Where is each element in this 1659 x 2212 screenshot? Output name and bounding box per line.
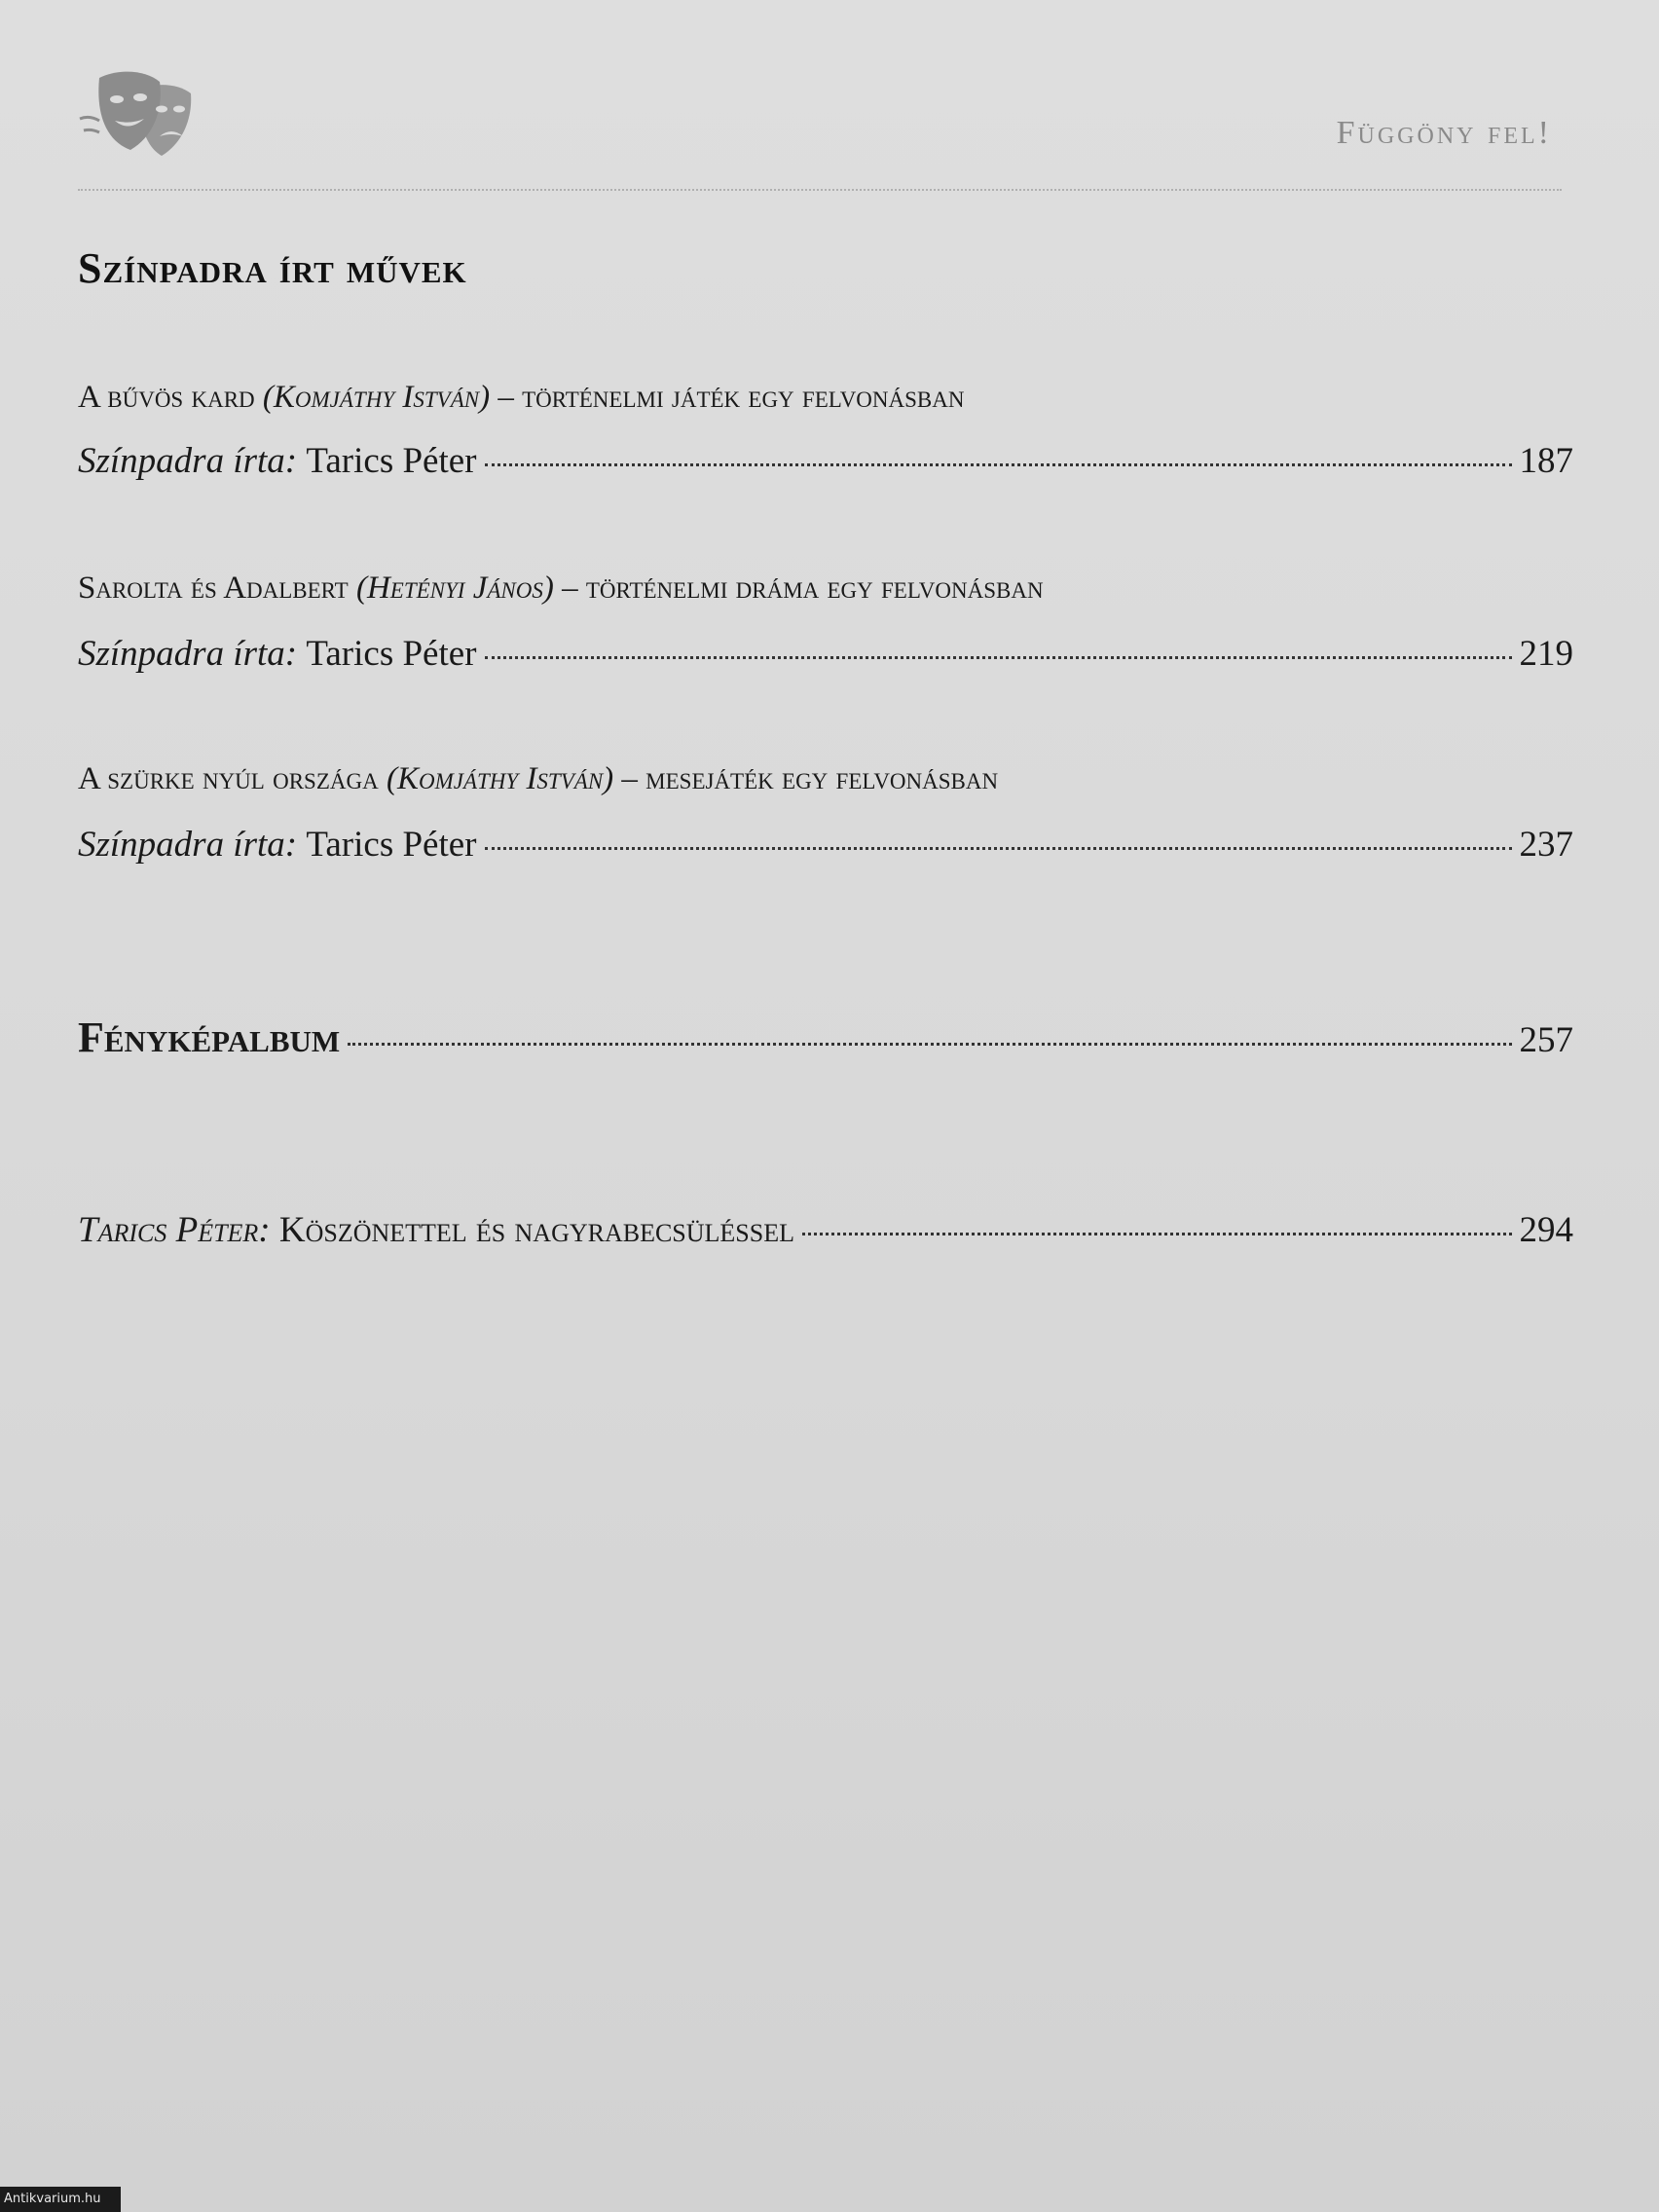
theatre-masks-icon <box>70 60 197 167</box>
toc-entry-title <box>78 761 1562 797</box>
dot-leader <box>485 656 1512 659</box>
play-genre: – történelmi játék egy felvonásban <box>498 380 965 415</box>
credit-name: Tarics Péter <box>306 634 477 674</box>
dot-leader <box>348 1043 1511 1046</box>
credit-label: Színpadra írta: <box>78 634 298 674</box>
play-genre: – mesejáték egy felvonásban <box>621 761 999 796</box>
page-number: 237 <box>1519 825 1573 865</box>
closing-author: Tarics Péter: <box>78 1210 271 1250</box>
toc-entry-credit <box>78 824 1573 866</box>
play-title: A bűvös kard <box>78 380 255 415</box>
credit-label: Színpadra írta: <box>78 441 298 481</box>
page-number: 187 <box>1519 441 1573 481</box>
watermark: Antikvarium.hu <box>0 2187 121 2212</box>
play-title: Sarolta és Adalbert <box>78 571 349 606</box>
original-author: (Komjáthy István) <box>262 380 491 415</box>
toc-entry-title <box>78 571 1562 607</box>
credit-name: Tarics Péter <box>306 825 477 865</box>
credit-label: Színpadra írta: <box>78 825 298 865</box>
toc-entry-title <box>78 380 1562 416</box>
running-head: Függöny fel! <box>1336 115 1552 151</box>
toc-entry-credit <box>78 633 1573 675</box>
play-genre: – történelmi dráma egy felvonásban <box>562 571 1044 606</box>
original-author: (Komjáthy István) <box>386 761 614 796</box>
toc-entry-credit <box>78 440 1573 482</box>
credit-name: Tarics Péter <box>306 441 477 481</box>
album-title: Fényképalbum <box>78 1014 341 1061</box>
original-author: (Hetényi János) <box>355 571 554 606</box>
section-title: Színpadra írt művek <box>78 244 467 292</box>
page-number: 257 <box>1519 1020 1573 1060</box>
toc-album-line <box>78 1013 1573 1062</box>
closing-title: Köszönettel és nagyrabecsüléssel <box>278 1210 794 1250</box>
dot-leader <box>485 847 1512 850</box>
page-number: 294 <box>1519 1210 1573 1250</box>
dot-leader <box>485 463 1512 466</box>
page-number: 219 <box>1519 634 1573 674</box>
toc-closing-line <box>78 1209 1573 1251</box>
play-title: A szürke nyúl országa <box>78 761 379 796</box>
header-divider <box>78 189 1562 191</box>
dot-leader <box>802 1233 1512 1235</box>
